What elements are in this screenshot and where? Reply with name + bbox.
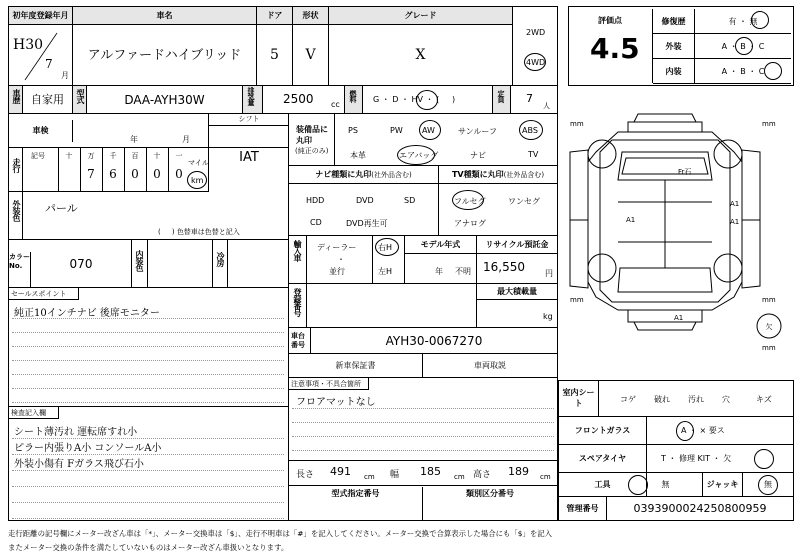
mark-fr: Fr石 [678, 168, 692, 176]
mm-label-2: mm [762, 120, 776, 128]
tv-label: TV種類に丸印(社外品含む) [439, 166, 557, 184]
abs-circle [519, 120, 543, 140]
jack-value: 無 [743, 473, 793, 497]
windshield-options: A ・ × 要ス [647, 417, 793, 445]
model-code: DAA-AYH30W [87, 86, 243, 114]
rating-row-options: A ・ B ・ C [695, 34, 791, 59]
grade-label: グレード [329, 7, 513, 25]
rating-row-options: 有 ・ 無 [695, 9, 791, 34]
sheet-option: キズ [756, 395, 772, 404]
recycle-cell [477, 236, 557, 284]
ruled-line [12, 518, 284, 519]
door-value: 5 [257, 25, 293, 86]
first-reg-cell [9, 25, 73, 86]
length-value: 491 [330, 465, 351, 478]
class-spec-label: 類別区分番号 [466, 489, 514, 498]
spare-missing-circle [754, 449, 774, 469]
ruled-line [12, 318, 284, 319]
model-year-cell [405, 236, 477, 284]
grade-value: X [329, 25, 513, 86]
sheet-option: 穴 [722, 395, 730, 404]
ruled-line [12, 388, 284, 389]
model-code-label: 型式 [73, 86, 87, 114]
displacement-cell [263, 86, 345, 114]
mileage-label: 走行 [9, 148, 23, 192]
ruled-line [12, 454, 284, 455]
width-label: 幅 [390, 470, 400, 480]
mileage-digit: 6 [109, 167, 117, 181]
model-year-year: 年 [435, 267, 443, 276]
nav-item: SD [404, 196, 416, 205]
mgmt-value: 0393900024250800959 [633, 502, 767, 515]
mileage-digit: 0 [153, 167, 161, 181]
mileage-digit-label: 万 [87, 152, 95, 160]
parallel-label: 並行 [329, 267, 345, 276]
ac-label: 冷房 [212, 240, 228, 288]
manual: 車両取説 [423, 354, 557, 378]
sheet-option: コゲ [620, 395, 636, 404]
length-unit: cm [364, 473, 375, 481]
ruled-line [12, 360, 284, 361]
rating-row-options: A ・ B ・ C [695, 59, 791, 84]
dealer-label: ディーラー [317, 243, 357, 252]
shape-value: V [293, 25, 329, 86]
ruled-line [12, 346, 284, 347]
spec-divider [422, 487, 423, 520]
color-label: 外装色 [9, 192, 23, 240]
fullseg-circle [452, 190, 484, 210]
spare-options: T ・ 修理 KIT ・ 欠 [647, 445, 793, 473]
width-unit: cm [454, 473, 465, 481]
chassis-value: AYH30-0067270 [311, 328, 557, 354]
missing-mark: 欠 [765, 323, 773, 331]
inspector-label: 検査記入欄 [9, 407, 59, 419]
max-load-unit: kg [543, 312, 553, 321]
color-value: パール [45, 202, 78, 215]
model-name: アルファードハイブリッド [73, 25, 257, 86]
mileage-digit-label: 十 [153, 152, 161, 160]
ruled-line [292, 450, 554, 451]
first-reg-month: 7 [45, 57, 53, 71]
ruled-line [12, 502, 284, 503]
equipment-item: 本革 [350, 151, 366, 160]
spare-label: スペアタイヤ [559, 445, 647, 473]
capacity-unit: 人 [543, 102, 550, 110]
rating-row-label: 修復歴 [653, 9, 695, 34]
mileage-digit-label: 一 [175, 152, 183, 160]
drive-4wd-circle [524, 53, 546, 71]
nav-item: DVD [356, 196, 374, 205]
mile-label: マイル [188, 159, 209, 167]
height-label: 高さ [473, 470, 492, 480]
sales-point-label: セールスポイント [9, 288, 79, 300]
length-label: 長さ [296, 470, 315, 480]
aw-circle [419, 120, 441, 140]
interior-sheet-label: 室内シート [559, 381, 599, 417]
ruled-line [12, 486, 284, 487]
first-reg-era: H30 [13, 37, 44, 53]
chassis-label: 車台番号 [289, 328, 311, 354]
nav-item: DVD再生可 [346, 219, 388, 228]
mileage-digit-divider [58, 148, 59, 192]
first-reg-label: 初年度登録年月 [9, 7, 73, 25]
tv-item: アナログ [454, 219, 486, 228]
windshield-a-circle [676, 421, 694, 441]
model-year-unknown: 不明 [455, 267, 471, 276]
rating-score: 4.5 [590, 32, 640, 65]
model-name-label: 車名 [73, 7, 257, 25]
rating-row-label: 内装 [653, 59, 695, 84]
ruled-line [292, 422, 554, 423]
shift-value: IAT [239, 150, 259, 165]
sheet-option: 汚れ [688, 395, 704, 404]
sheet-option: 破れ [654, 395, 670, 404]
right-h: 右H [378, 243, 393, 252]
mm-label-3: mm [570, 296, 584, 304]
mileage-digit: 7 [87, 167, 95, 181]
fuel-options: G ・ D ・ HV ・ ( ) [363, 86, 493, 114]
notes-label: 注意事項・不具合箇所 [289, 378, 369, 390]
ruled-line [292, 436, 554, 437]
mileage-digit-label: 千 [109, 152, 117, 160]
record-label: 記号 [31, 152, 45, 160]
inspector-note: シート薄汚れ 運転席すれ小 [14, 427, 138, 438]
equipment-item: PS [348, 126, 358, 135]
new-car-warranty: 新車保証書 [289, 354, 423, 378]
nav-label: ナビ種類に丸印(社外品含む) [289, 166, 439, 184]
registration-value [307, 284, 477, 328]
mark-a1-rear: A1 [674, 314, 684, 322]
shift-label: シフト [209, 114, 289, 126]
capacity-cell [511, 86, 557, 114]
repair-none-circle [751, 11, 769, 29]
car-diagram [562, 92, 798, 382]
nav-item: CD [310, 218, 322, 227]
shape-label: 形状 [293, 7, 329, 25]
mm-label-5: mm [762, 344, 776, 352]
mark-a1-right-1: A1 [730, 200, 740, 208]
color-note: ( ) 色替車は色替と記入 [158, 228, 240, 236]
type-spec-label: 型式指定番号 [289, 487, 423, 501]
import-origin [307, 236, 373, 284]
mileage-digit-label: 百 [131, 152, 139, 160]
equipment-item: TV [528, 150, 539, 159]
mark-a1-left: A1 [626, 216, 636, 224]
sales-point-text: 純正10インチナビ 後席モニター [14, 308, 160, 319]
inspection-year: 年 [130, 135, 138, 144]
recycle-yen: 円 [545, 269, 553, 278]
ruled-line [12, 470, 284, 471]
door-label: ドア [257, 7, 293, 25]
color-code: 070 [31, 240, 132, 288]
interior-c-circle [764, 62, 782, 80]
registration-label: 登録番号 [289, 284, 307, 328]
equipment-item: エアバッグ [399, 151, 439, 160]
mm-label-4: mm [762, 296, 776, 304]
nav-item: HDD [306, 196, 325, 205]
footer-line2: またメーター交換の条件を満たしていないものはメーター改ざん車扱いとなります。 [8, 543, 289, 552]
width-value: 185 [420, 465, 441, 478]
equipment-item: AW [422, 126, 435, 135]
max-load-cell [477, 284, 557, 328]
ruled-line [12, 332, 284, 333]
model-year-label: モデル年式 [405, 236, 476, 254]
mgmt-label: 管理番号 [559, 497, 607, 520]
equipment-item: ナビ [470, 151, 486, 160]
displacement-value: 2500 [283, 92, 314, 106]
inspection-month: 月 [182, 135, 190, 144]
usage-label: 車歴 [9, 86, 23, 114]
mileage-digit: 0 [131, 167, 139, 181]
max-load-label: 最大積載量 [477, 284, 557, 300]
tv-item: フルセグ [454, 197, 486, 206]
capacity-value: 7 [526, 92, 533, 105]
inspector-note: 外装小傷有 Fガラス飛び石小 [14, 459, 144, 470]
mileage-digit: 0 [175, 167, 183, 181]
mileage-digit-label: 十 [65, 152, 73, 160]
right-h-circle [375, 238, 399, 256]
drive-box [513, 7, 557, 86]
mm-label-1: mm [570, 120, 584, 128]
notes-text: フロアマットなし [296, 397, 376, 408]
usage-value: 自家用 [23, 86, 73, 114]
capacity-label: 定員 [493, 86, 511, 114]
recycle-value: 16,550 [483, 260, 525, 274]
equipment-item: サンルーフ [458, 127, 497, 136]
displacement-label: 排気量 [243, 86, 263, 114]
mark-a1-right-2: A1 [730, 218, 740, 226]
ruled-line [12, 374, 284, 375]
rating-label: 評価点 [598, 16, 622, 25]
left-h: 左H [378, 267, 393, 276]
equipment-item: PW [390, 126, 403, 135]
dealer-dot: ・ [337, 255, 345, 264]
fuel-hv-circle [416, 90, 438, 110]
equipment-label: 装備品に丸印 (純正のみ) [289, 114, 335, 166]
airbag-circle [397, 145, 435, 165]
tv-item: ワンセグ [508, 197, 540, 206]
equipment-item: ABS [522, 126, 538, 135]
jack-label: ジャッキ [703, 473, 743, 497]
rating-row-label: 外装 [653, 34, 695, 59]
jack-circle [758, 475, 778, 495]
interior-color-label: 内装色 [132, 240, 148, 288]
recycle-label: リサイクル預託金 [477, 236, 557, 254]
km-circle [187, 171, 207, 189]
color-code-label: カラーNo. [9, 252, 31, 288]
footer-line1: 走行距離の記号欄にメーター改ざん車は「*」、メーター交換車は「$」、走行不明車は「#」を記入してください。メーター交換で合算表示した場合にも「$」を記入 [8, 529, 553, 538]
windshield-label: フロントガラス [559, 417, 647, 445]
ruled-line [292, 408, 554, 409]
height-value: 189 [508, 465, 529, 478]
displacement-unit: cc [331, 100, 340, 109]
ruled-line [12, 438, 284, 439]
tools-label: 工具 [559, 473, 647, 497]
ruled-line [12, 402, 284, 403]
exterior-b-circle [735, 37, 753, 55]
fuel-label: 燃料 [345, 86, 363, 114]
drive-2wd: 2WD [526, 28, 546, 37]
inspection-label: 車検 [9, 120, 73, 142]
import-label: 輸入車 [289, 236, 307, 284]
tools-circle [628, 475, 648, 495]
height-unit: cm [540, 473, 551, 481]
km-label: km [191, 176, 204, 185]
month-unit: 月 [61, 71, 69, 80]
inspector-note: ピラー内張りA小 コンソールA小 [14, 443, 162, 454]
drive-4wd: 4WD [526, 58, 546, 67]
tools-value: 無 [647, 473, 703, 497]
